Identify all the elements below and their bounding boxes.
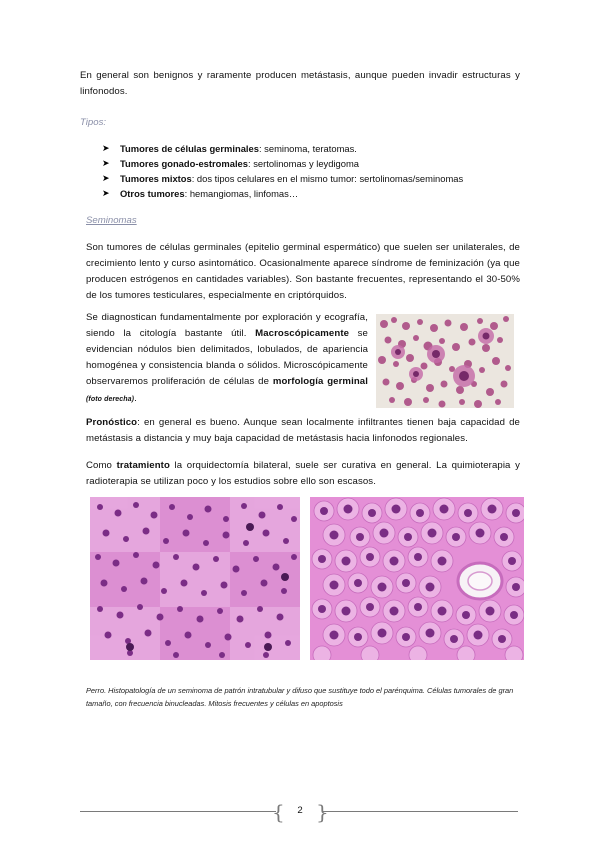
cytology-photo — [376, 314, 514, 408]
list-item-text: : sertolinomas y leydigoma — [247, 158, 359, 169]
list-item-text: : hemangiomas, linfomas… — [184, 188, 299, 199]
treatment-text-2: la orquidectomía bilateral, suele ser curativa en general. La quimioterapia y radioterapia se utilizan poco y los estudios sobre ello son escasos. — [86, 460, 520, 487]
treatment-bold: tratamiento — [116, 460, 170, 471]
prognosis-text: : en general es bueno. Aunque sean localmente infiltrantes tienen baja capacidad de metástasis a distancia y muy baja capacidad de metástasis hacia linfonodos regionales. — [86, 417, 520, 444]
diagnosis-bold-morphology: morfología germinal — [272, 376, 368, 387]
arrow-bullet-icon: ➤ — [102, 188, 110, 198]
list-item-text: : dos tipos celulares en el mismo tumor: sertolinomas/seminomas — [191, 173, 464, 184]
photo-reference-note: (foto derecha) — [86, 396, 135, 403]
diagnosis-paragraph — [86, 310, 368, 408]
left-brace-icon: { — [272, 800, 285, 824]
tipos-label: Tipos: — [80, 117, 107, 128]
arrow-bullet-icon: ➤ — [102, 158, 110, 168]
footer-divider-left — [80, 811, 276, 812]
list-item — [102, 171, 522, 186]
list-item-term: Tumores mixtos — [120, 173, 192, 184]
prognosis-paragraph — [86, 415, 520, 447]
list-item-text: : seminoma, teratomas. — [258, 143, 357, 154]
footer-divider-right — [322, 811, 518, 812]
diagnosis-text-3: . — [134, 393, 137, 404]
arrow-bullet-icon: ➤ — [102, 173, 110, 183]
histopathology-photo-right — [310, 497, 524, 660]
list-item-term: Tumores gonado-estromales — [120, 158, 248, 169]
list-item — [102, 186, 522, 201]
figure-caption: Perro. Histopatología de un seminoma de patrón intratubular y difuso que sustituye todo el parénquima. Células tumorales de gran tamaño, con frecuencia binucleadas. Mitosis frecuentes y células en apoptosis — [86, 686, 514, 708]
list-item — [102, 156, 522, 171]
intro-paragraph: En general son benignos y raramente producen metástasis, aunque pueden invadir estructuras y linfonodos. — [80, 70, 520, 97]
list-item-term: Tumores de células germinales — [120, 143, 259, 154]
diagnosis-text-2: se evidencian nódulos bien delimitados, lobulados, de apariencia homogénea y consistencia blanda o sólidos. Microscópicamente observaremos proliferación de células de — [86, 328, 368, 387]
seminoma-description-paragraph: Son tumores de células germinales (epitelio germinal espermático) que suelen ser unilaterales, de crecimiento lento y curso asintomático. Ocasionalmente aparece síndrome de feminización (ya que producen estrógenos en cantidades variables). Son bastante frecuentes, representando el 30-50% de los tumores testiculares, especialmente en criptórquidos. — [86, 242, 520, 301]
treatment-text-1: Como — [86, 460, 117, 471]
section-heading-seminomas: Seminomas — [86, 215, 137, 226]
list-item — [102, 141, 522, 156]
histopathology-photo-left — [90, 497, 300, 660]
arrow-bullet-icon: ➤ — [102, 143, 110, 153]
treatment-paragraph — [86, 458, 520, 490]
list-item-term: Otros tumores — [120, 188, 185, 199]
page-number: 2 — [297, 805, 303, 816]
diagnosis-bold-macro: Macroscópicamente — [255, 328, 350, 339]
diagnosis-text-1: Se diagnostican fundamentalmente por exploración y ecografía, siendo la citología bastante útil. — [86, 312, 368, 339]
tipos-list — [102, 141, 522, 201]
right-brace-icon: } — [316, 800, 329, 824]
prognosis-bold: Pronóstico — [86, 417, 138, 428]
